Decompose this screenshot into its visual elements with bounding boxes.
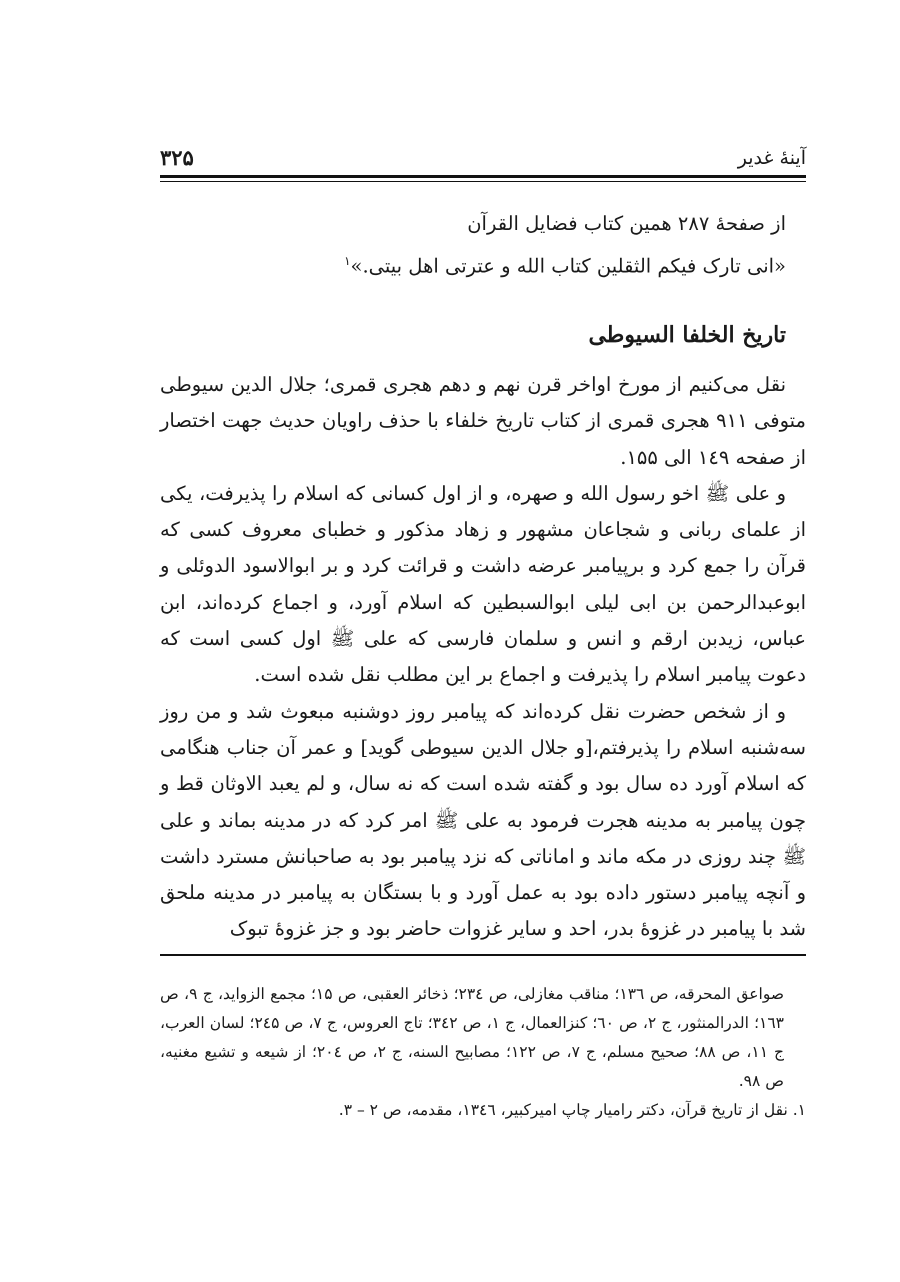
footnote-separator <box>160 954 806 956</box>
section-heading: تاریخ الخلفا السیوطی <box>588 322 786 348</box>
footnote-reference: ۱ <box>344 254 351 268</box>
hadith-text: «انی تارک فیکم الثقلین کتاب الله و عترتی اهل بیتی.» <box>350 254 786 278</box>
footnote-continuation: صواعق المحرقه، ص ۱۳٦؛ مناقب مغازلی، ص ۲۳٤؛ ذخائر العقبی، ص ۱۵؛ مجمع الزواید، ج ۹، ص ۱٦۳؛ الدرالمنثور، ج ۲، ص ٦۰؛ کنزالعمال، ج ۱، ص ۳٤۲؛ تاج العروس، ج ۷، ص ۲٤۵؛ لسان العرب، ج ۱۱، ص ۸۸؛ صحیح مسلم، ج ۷، ص ۱۲۲؛ مصابیح السنه، ج ۲، ص ۲۰٤؛ از شیعه و تشیع مغنیه، ص ۹۸. <box>160 985 785 1090</box>
footnotes <box>160 980 806 1125</box>
header-rule-thin <box>160 181 806 182</box>
header-rule <box>160 175 806 178</box>
page-number: ۳۲۵ <box>160 145 194 170</box>
paragraph: و از شخص حضرت نقل کرده‌اند که پیامبر روز دوشنبه مبعوث شد و من روز سه‌شنبه اسلام را پذیرفتم،[و جلال الدین سیوطی گوید] و عمر آن جناب هنگامی که اسلام آورد ده سال بود و گفته شده است که نه سال، و لم یعبد الاوثان قط و چون پیامبر به مدینه هجرت فرمود به علی ﷺ امر کرد که در مدینه بماند و علی ﷺ چند روزی در مکه ماند و اماناتی که نزد پیامبر بود به صاحبانش مسترد داشت و آنچه پیامبر دستور داده بود به عمل آورد و با بستگان به پیامبر در مدینه ملحق شد با پیامبر در غزوهٔ بدر، احد و سایر غزوات حاضر بود و جز غزوهٔ تبوک <box>160 699 806 941</box>
book-title: آینهٔ غدیر <box>737 147 806 169</box>
paragraph: نقل می‌کنیم از مورخ اواخر قرن نهم و دهم هجری قمری؛ جلال الدین سیوطی متوفی ۹۱۱ هجری قمری از کتاب تاریخ خلفاء با حذف راویان حدیث جهت اختصار از صفحه ۱٤۹ الی ۱۵۵. <box>160 373 806 469</box>
quote-hadith-line <box>300 254 786 278</box>
quote-source-line: از صفحهٔ ۲۸۷ همین کتاب فضایل القرآن <box>467 212 786 235</box>
body-text <box>160 367 806 948</box>
footnote-1: ۱. نقل از تاریخ قرآن، دکتر رامیار چاپ امیرکبیر، ۱۳٤٦، مقدمه، ص ۲ – ۳. <box>338 1101 806 1119</box>
running-header <box>160 143 806 177</box>
paragraph: و علی ﷺ اخو رسول الله و صهره، و از اول کسانی که اسلام را پذیرفت، یکی از علمای ربانی و شجاعان مشهور و زهاد مذکور و خطبای معروف کسی که قرآن را جمع کرد و برپیامبر عرضه داشت و قرائت کرد و بر ابوالاسود الدوئلی و ابوعبدالرحمن بن ابی لیلی ابوالسبطین که اسلام آورد، و اجماع کرده‌اند، ابن عباس، زیدبن ارقم و انس و سلمان فارسی که علی ﷺ اول کسی است که دعوت پیامبر اسلام را پذیرفت و اجماع بر این مطلب نقل شده است. <box>160 481 806 687</box>
